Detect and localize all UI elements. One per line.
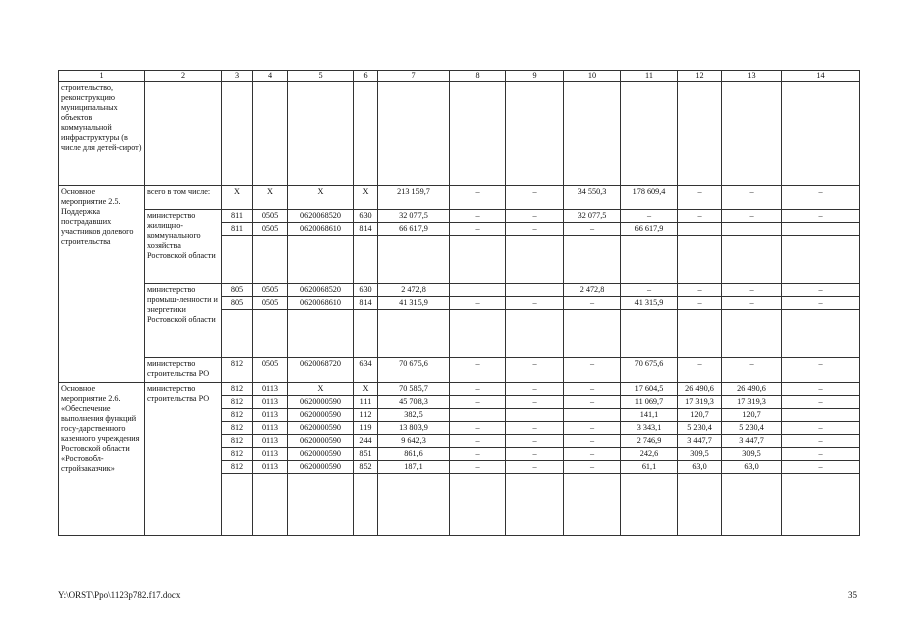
table-cell <box>564 310 621 358</box>
column-header: 13 <box>722 71 782 82</box>
table-cell <box>678 236 722 284</box>
table-cell: – <box>450 383 506 396</box>
executor-cell: всего в том числе: <box>145 186 222 210</box>
table-cell: 812 <box>222 448 253 461</box>
table-cell: 112 <box>354 409 378 422</box>
table-cell: 0620000590 <box>288 461 354 474</box>
table-cell: Х <box>253 186 288 210</box>
table-cell: – <box>450 461 506 474</box>
table-cell <box>782 236 860 284</box>
table-cell: 0620000590 <box>288 448 354 461</box>
table-cell: – <box>506 461 564 474</box>
table-cell: 242,6 <box>621 448 678 461</box>
table-cell <box>621 310 678 358</box>
table-cell <box>506 409 564 422</box>
table-cell: 178 609,4 <box>621 186 678 210</box>
footer-file-path: Y:\ORST\Ppo\1123p782.f17.docx <box>58 590 181 600</box>
table-cell <box>782 474 860 536</box>
table-cell: 119 <box>354 422 378 435</box>
table-cell: 70 675,6 <box>378 358 450 383</box>
table-cell: 0620000590 <box>288 435 354 448</box>
table-cell <box>621 236 678 284</box>
table-cell: 26 490,6 <box>722 383 782 396</box>
table-cell <box>782 82 860 186</box>
table-cell: 0620000590 <box>288 396 354 409</box>
table-cell: 66 617,9 <box>378 223 450 236</box>
table-cell: – <box>506 448 564 461</box>
table-cell: – <box>450 435 506 448</box>
table-cell: – <box>782 358 860 383</box>
table-cell <box>782 310 860 358</box>
table-row <box>59 383 860 396</box>
table-cell: – <box>564 396 621 409</box>
table-cell: – <box>564 383 621 396</box>
table-cell: – <box>450 396 506 409</box>
table-cell: – <box>782 422 860 435</box>
table-cell: – <box>782 297 860 310</box>
table-cell: – <box>782 448 860 461</box>
table-cell: 17 604,5 <box>621 383 678 396</box>
table-cell: 812 <box>222 383 253 396</box>
table-cell: 5 230,4 <box>722 422 782 435</box>
table-cell: – <box>782 396 860 409</box>
table-cell: – <box>722 284 782 297</box>
table-cell: 111 <box>354 396 378 409</box>
table-cell: 3 447,7 <box>722 435 782 448</box>
table-cell <box>288 474 354 536</box>
table-cell: – <box>782 186 860 210</box>
table-cell: – <box>782 210 860 223</box>
table-cell: – <box>678 210 722 223</box>
table-cell: 812 <box>222 461 253 474</box>
table-cell: Х <box>288 186 354 210</box>
table-cell: – <box>450 186 506 210</box>
table-cell: 630 <box>354 284 378 297</box>
table-cell <box>722 236 782 284</box>
table-cell <box>722 310 782 358</box>
table-cell: – <box>564 422 621 435</box>
table-cell: 141,1 <box>621 409 678 422</box>
table-cell: – <box>450 210 506 223</box>
table-cell: 0113 <box>253 396 288 409</box>
table-cell: – <box>506 297 564 310</box>
table-cell: 812 <box>222 422 253 435</box>
table-cell: 0505 <box>253 284 288 297</box>
table-cell: 2 746,9 <box>621 435 678 448</box>
table-cell: 382,5 <box>378 409 450 422</box>
table-cell: – <box>564 448 621 461</box>
table-cell <box>253 474 288 536</box>
table-cell <box>450 236 506 284</box>
table-cell: – <box>564 358 621 383</box>
table-cell: 812 <box>222 435 253 448</box>
table-cell <box>678 82 722 186</box>
table-cell: 2 472,8 <box>378 284 450 297</box>
table-cell: 0113 <box>253 435 288 448</box>
table-cell <box>564 82 621 186</box>
table-cell: 0620068610 <box>288 223 354 236</box>
table-cell: – <box>621 284 678 297</box>
table-cell: 0505 <box>253 358 288 383</box>
table-cell: 812 <box>222 358 253 383</box>
table-cell: – <box>678 284 722 297</box>
column-header: 7 <box>378 71 450 82</box>
table-cell: – <box>506 210 564 223</box>
table-cell <box>678 223 722 236</box>
table-cell: 814 <box>354 297 378 310</box>
executor-cell: министерство строительства РО <box>145 358 222 383</box>
table-cell: 17 319,3 <box>678 396 722 409</box>
table-cell: 32 077,5 <box>378 210 450 223</box>
table-cell: 63,0 <box>722 461 782 474</box>
table-cell: 861,6 <box>378 448 450 461</box>
table-row <box>59 82 860 186</box>
table-cell: 66 617,9 <box>621 223 678 236</box>
table-cell: – <box>506 383 564 396</box>
table-cell: – <box>450 358 506 383</box>
column-header: 9 <box>506 71 564 82</box>
table-cell: 805 <box>222 284 253 297</box>
table-cell: – <box>450 422 506 435</box>
table-cell: – <box>678 186 722 210</box>
table-cell <box>253 310 288 358</box>
table-cell: 0620068610 <box>288 297 354 310</box>
table-cell <box>506 236 564 284</box>
table-cell <box>145 82 222 186</box>
table-cell: Х <box>222 186 253 210</box>
table-cell <box>354 474 378 536</box>
table-cell: – <box>722 358 782 383</box>
table-cell <box>450 310 506 358</box>
table-cell <box>678 474 722 536</box>
table-cell: – <box>722 186 782 210</box>
table-cell <box>222 474 253 536</box>
executor-cell: министерство строительства РО <box>145 383 222 536</box>
column-header: 11 <box>621 71 678 82</box>
table-cell <box>222 82 253 186</box>
table-cell: – <box>506 435 564 448</box>
table-cell: 34 550,3 <box>564 186 621 210</box>
table-cell: 120,7 <box>722 409 782 422</box>
column-header: 6 <box>354 71 378 82</box>
table-cell: – <box>450 297 506 310</box>
table-cell <box>288 82 354 186</box>
table-cell: 0620068720 <box>288 358 354 383</box>
table-cell: 852 <box>354 461 378 474</box>
table-cell: – <box>564 461 621 474</box>
table-cell: – <box>782 383 860 396</box>
table-cell: 3 447,7 <box>678 435 722 448</box>
table-cell <box>288 310 354 358</box>
table-header-row <box>59 71 860 82</box>
table-cell: 805 <box>222 297 253 310</box>
table-cell: – <box>506 223 564 236</box>
table-cell: 5 230,4 <box>678 422 722 435</box>
table-row <box>59 358 860 383</box>
table-cell: – <box>621 210 678 223</box>
table-cell <box>782 223 860 236</box>
table-cell: – <box>722 297 782 310</box>
table-cell: 0620000590 <box>288 422 354 435</box>
column-header: 8 <box>450 71 506 82</box>
table-cell: 309,5 <box>722 448 782 461</box>
table-cell: – <box>450 223 506 236</box>
table-cell: 17 319,3 <box>722 396 782 409</box>
column-header: 3 <box>222 71 253 82</box>
table-cell: 70 585,7 <box>378 383 450 396</box>
measure-title: Основное мероприятие 2.6. «Обеспечение выполнения функций госу-дарственного казенного учреждения Ростовской области «Ростовобл-стройзаказчик» <box>59 383 145 536</box>
table-cell: 634 <box>354 358 378 383</box>
table-cell: – <box>782 435 860 448</box>
table-cell <box>378 82 450 186</box>
table-cell: 26 490,6 <box>678 383 722 396</box>
table-cell: 2 472,8 <box>564 284 621 297</box>
table-cell: 70 675,6 <box>621 358 678 383</box>
table-cell: 630 <box>354 210 378 223</box>
table-cell: 851 <box>354 448 378 461</box>
table-cell: 63,0 <box>678 461 722 474</box>
table-cell: 9 642,3 <box>378 435 450 448</box>
table-cell: 812 <box>222 396 253 409</box>
table-cell <box>354 236 378 284</box>
table-cell <box>450 284 506 297</box>
table-cell <box>222 236 253 284</box>
table-cell <box>253 82 288 186</box>
table-cell: 187,1 <box>378 461 450 474</box>
table-cell: 811 <box>222 210 253 223</box>
table-cell: – <box>450 448 506 461</box>
table-cell: 0620068520 <box>288 210 354 223</box>
table-cell <box>288 236 354 284</box>
table-cell: Х <box>354 383 378 396</box>
table-cell: – <box>782 461 860 474</box>
table-cell <box>782 409 860 422</box>
table-cell: 32 077,5 <box>564 210 621 223</box>
table-cell <box>450 474 506 536</box>
table-cell <box>354 310 378 358</box>
table-cell <box>506 284 564 297</box>
table-cell: – <box>506 422 564 435</box>
table-cell: 0505 <box>253 210 288 223</box>
table-cell: 0113 <box>253 422 288 435</box>
table-cell <box>450 409 506 422</box>
table-cell: 41 315,9 <box>621 297 678 310</box>
table-cell: 812 <box>222 409 253 422</box>
table-cell: 0113 <box>253 383 288 396</box>
table-cell: 213 159,7 <box>378 186 450 210</box>
table-cell <box>378 474 450 536</box>
column-header: 4 <box>253 71 288 82</box>
table-cell: – <box>782 284 860 297</box>
table-cell <box>378 236 450 284</box>
table-cell: 0620068520 <box>288 284 354 297</box>
table-cell: 0620000590 <box>288 409 354 422</box>
table-cell <box>722 223 782 236</box>
table-cell <box>564 409 621 422</box>
table-cell: Х <box>354 186 378 210</box>
table-cell: 309,5 <box>678 448 722 461</box>
page-number: 35 <box>848 590 857 600</box>
column-header: 5 <box>288 71 354 82</box>
table-row <box>59 210 860 223</box>
table-cell: 814 <box>354 223 378 236</box>
table-cell <box>253 236 288 284</box>
table-cell <box>722 82 782 186</box>
table-cell: 244 <box>354 435 378 448</box>
table-cell <box>506 474 564 536</box>
table-cell: – <box>678 297 722 310</box>
table-cell: 0505 <box>253 223 288 236</box>
table-cell <box>378 310 450 358</box>
executor-cell: министерство жилищно-коммунального хозяйства Ростовской области <box>145 210 222 284</box>
table-cell: – <box>678 358 722 383</box>
table-cell: – <box>564 297 621 310</box>
column-header: 2 <box>145 71 222 82</box>
budget-table <box>58 70 860 536</box>
table-cell: – <box>564 223 621 236</box>
table-cell <box>564 236 621 284</box>
measure-title: Основное мероприятие 2.5. Поддержка пострадавших участников долевого строительства <box>59 186 145 383</box>
table-cell: 0113 <box>253 461 288 474</box>
table-cell: 0505 <box>253 297 288 310</box>
table-cell <box>621 474 678 536</box>
table-row <box>59 284 860 297</box>
table-cell: 120,7 <box>678 409 722 422</box>
executor-cell: министерство промыш-ленности и энергетики Ростовской области <box>145 284 222 358</box>
table-cell: 61,1 <box>621 461 678 474</box>
table-cell <box>450 82 506 186</box>
column-header: 1 <box>59 71 145 82</box>
column-header: 14 <box>782 71 860 82</box>
table-cell: – <box>506 396 564 409</box>
table-cell <box>222 310 253 358</box>
table-cell: 3 343,1 <box>621 422 678 435</box>
table-cell <box>506 310 564 358</box>
table-cell: 41 315,9 <box>378 297 450 310</box>
measure-text: строительство, реконструкцию муниципальных объектов коммунальной инфраструктуры (в числе для детей-сирот) <box>59 82 145 186</box>
table-row <box>59 186 860 210</box>
table-cell <box>678 310 722 358</box>
table-cell <box>354 82 378 186</box>
table-cell: – <box>506 186 564 210</box>
column-header: 12 <box>678 71 722 82</box>
table-cell: – <box>722 210 782 223</box>
column-header: 10 <box>564 71 621 82</box>
table-cell: Х <box>288 383 354 396</box>
table-cell: 45 708,3 <box>378 396 450 409</box>
table-cell: 0113 <box>253 448 288 461</box>
table-cell <box>621 82 678 186</box>
table-cell: 0113 <box>253 409 288 422</box>
table-cell: – <box>564 435 621 448</box>
table-cell <box>506 82 564 186</box>
table-cell <box>722 474 782 536</box>
table-cell: – <box>506 358 564 383</box>
table-cell: 811 <box>222 223 253 236</box>
table-cell: 13 803,9 <box>378 422 450 435</box>
table-cell <box>564 474 621 536</box>
table-cell: 11 069,7 <box>621 396 678 409</box>
